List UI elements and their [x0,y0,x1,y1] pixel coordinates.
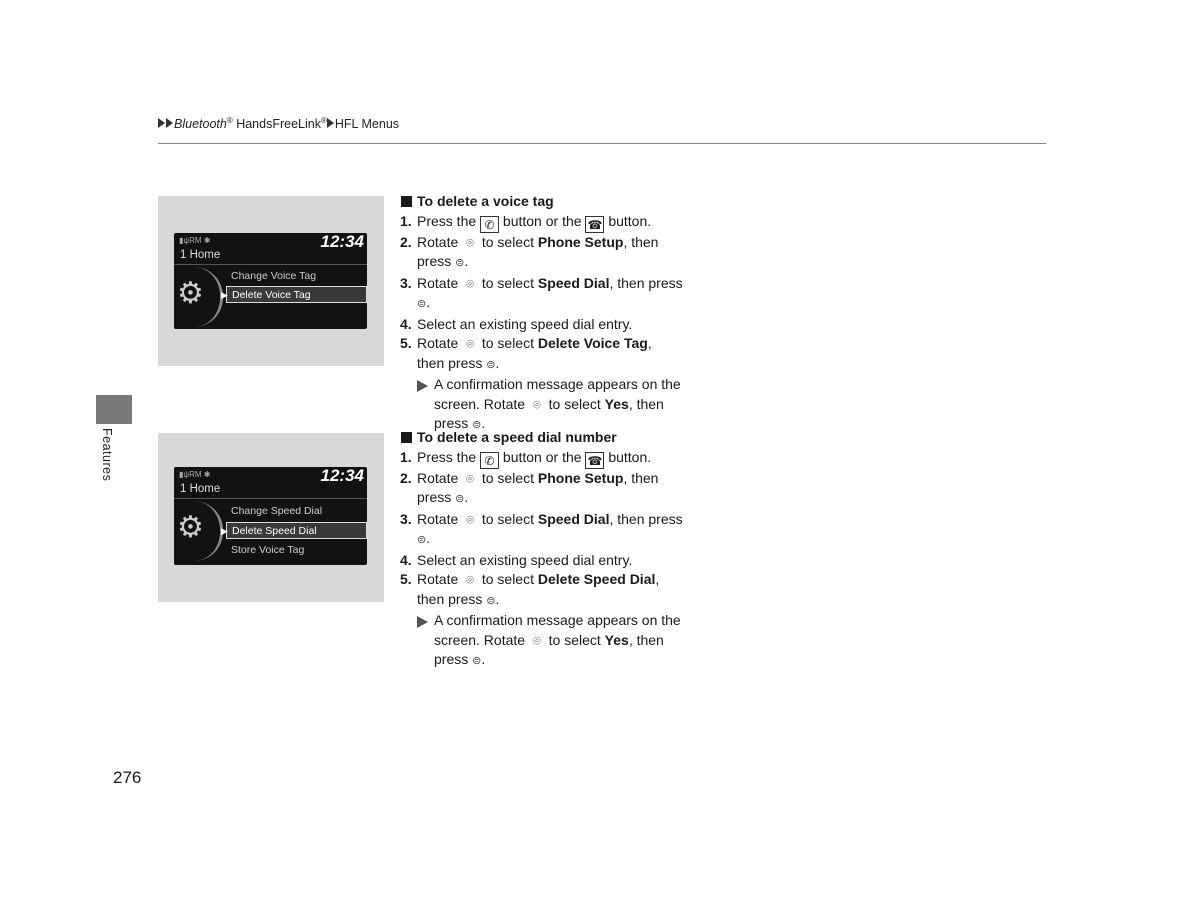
header-rule [158,143,1046,144]
press-knob-icon: ⊜ [455,493,465,505]
selector-knob-icon: ⌾ [466,470,474,486]
step-1: 1. Press the ✆ button or the ☎ button. [400,212,652,232]
phone-icon: ✆ [480,216,499,233]
display-screen [174,233,367,329]
menu-item-delete-voice-tag: ▶ Delete Voice Tag [226,286,367,303]
instructions-speed-dial [400,428,710,672]
step-4: 4. Select an existing speed dial entry. [400,315,633,332]
pointer-icon: ▶ [221,290,228,300]
step-5: 5. Rotate ⌾ to select Delete Voice Tag, then press ⊜. [400,334,710,375]
press-knob-icon: ⊜ [486,594,496,607]
home-label: 1 Home [180,249,221,261]
section-heading: To delete a voice tag [400,192,710,212]
selector-knob-icon: ⌾ [466,572,474,587]
home-label: 1 Home [180,483,221,495]
screen-image-voice-tag [158,196,384,366]
step-5: 5. Rotate ⌾ to select Delete Speed Dial, then press ⊜. [400,570,710,611]
pickup-icon: ☎ [585,216,604,233]
registered-mark: ® [226,116,233,125]
screen-image-speed-dial [158,433,384,602]
clock: 12:34 [320,232,364,251]
menu-item-change-speed-dial: Change Speed Dial [231,505,323,517]
result-arrow-icon [417,380,428,392]
press-knob-icon: ⊜ [472,655,482,667]
selector-knob-icon: ⌾ [532,396,541,412]
breadcrumb-bluetooth: Bluetooth [174,117,227,132]
menu-item-change-voice-tag: Change Voice Tag [231,270,317,282]
divider [174,264,367,265]
breadcrumb-handsfreelink: HandsFreeLink [232,117,321,132]
pickup-icon: ☎ [585,452,604,469]
gear-icon: ⚙ [177,511,204,544]
selector-knob-icon: ⌾ [466,234,474,250]
step-3: 3. Rotate ⌾ to select Speed Dial, then press ⊜. [400,510,710,551]
selector-knob-icon: ⌾ [466,275,474,291]
breadcrumb-arrow-icon [158,118,165,128]
breadcrumb-arrow-icon [327,118,334,128]
status-icons: ▮ψRM ✱ [179,236,211,245]
step-3: 3. Rotate ⌾ to select Speed Dial, then press ⊜. [400,274,710,315]
breadcrumb [158,116,399,131]
step-result: A confirmation message appears on the screen. Rotate ⌾ to select Yes, then press ⊜. [400,611,710,672]
step-2: 2. Rotate ⌾ to select Phone Setup, then press ⊜. [400,233,710,274]
instructions-voice-tag [400,192,710,436]
pointer-icon: ▶ [221,526,228,536]
press-knob-icon: ⊜ [417,534,427,546]
status-icons: ▮ψRM ✱ [179,470,211,479]
selector-knob-icon: ⌾ [466,511,474,527]
section-tab [96,395,132,424]
selector-knob-icon: ⌾ [532,632,541,648]
phone-icon: ✆ [480,452,499,469]
page-number: 276 [113,768,142,787]
menu-item-store-voice-tag: Store Voice Tag [231,544,305,556]
section-label: Features [100,428,114,482]
breadcrumb-arrow-icon [166,118,173,128]
menu-item-delete-speed-dial: ▶ Delete Speed Dial [226,522,367,539]
breadcrumb-hfl-menus: HFL Menus [334,117,400,132]
press-knob-icon: ⊜ [472,419,482,431]
clock: 12:34 [320,466,364,485]
press-knob-icon: ⊜ [455,257,465,269]
section-heading: To delete a speed dial number [400,428,710,448]
divider [174,498,367,499]
gear-icon: ⚙ [177,277,204,310]
step-4: 4. Select an existing speed dial entry. [400,551,633,568]
press-knob-icon: ⊜ [417,298,427,310]
display-screen [174,467,367,565]
step-result: A confirmation message appears on the screen. Rotate ⌾ to select Yes, then press ⊜. [400,375,710,436]
result-arrow-icon [417,616,428,628]
registered-mark: ® [320,116,327,125]
step-2: 2. Rotate ⌾ to select Phone Setup, then press ⊜. [400,469,710,510]
step-1: 1. Press the ✆ button or the ☎ button. [400,448,652,468]
selector-knob-icon: ⌾ [466,336,474,351]
press-knob-icon: ⊜ [486,358,496,371]
